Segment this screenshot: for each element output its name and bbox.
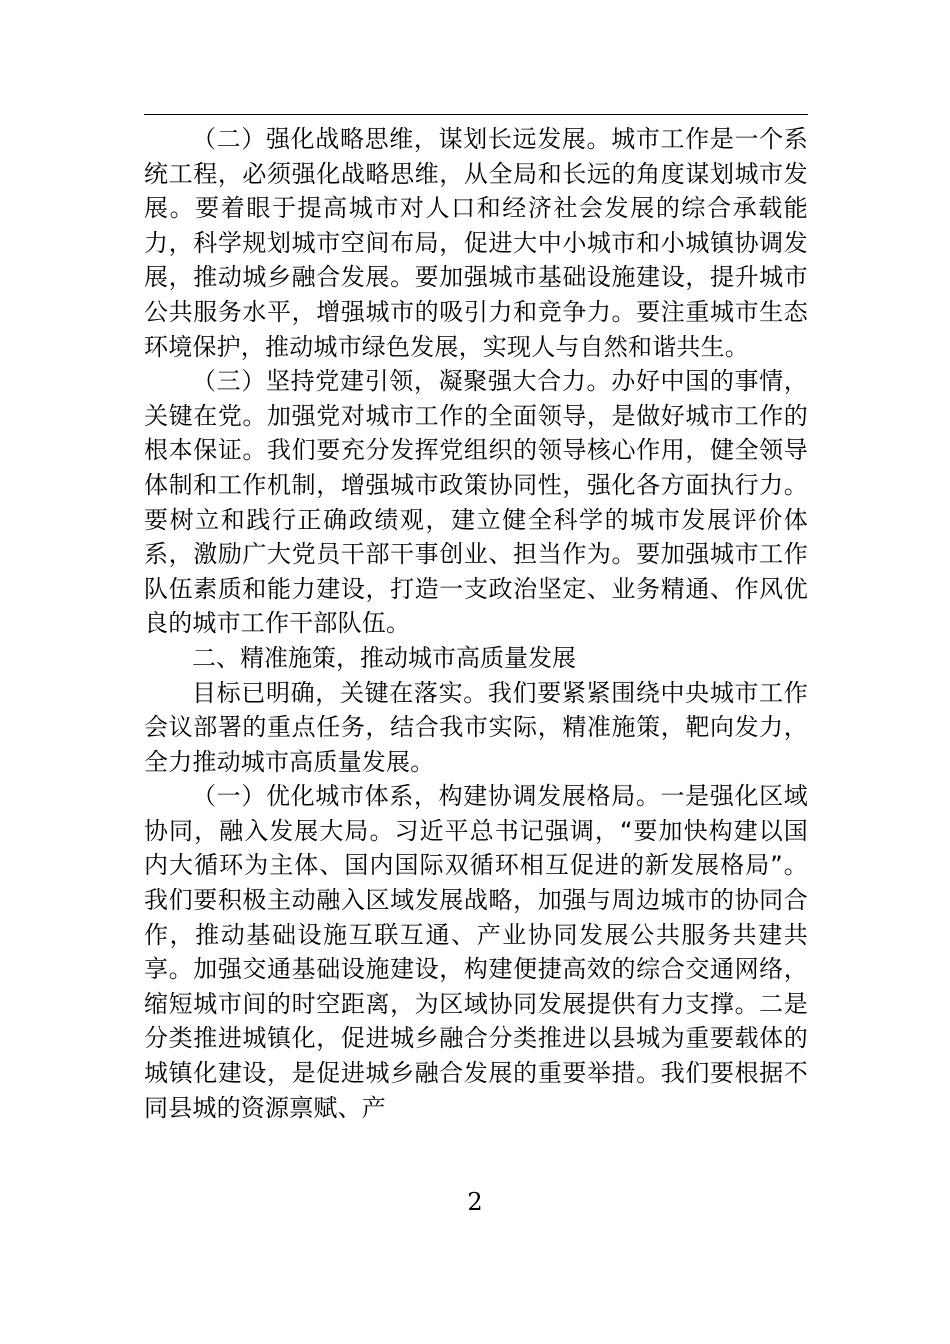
page-number: 2 (467, 1188, 483, 1216)
paragraph-party-leadership: （三）坚持党建引领，凝聚强大合力。办好中国的事情，关键在党。加强党对城市工作的全面领导，是做好城市工作的根本保证。我们要充分发挥党组织的领导核心作用，健全领导体制和工作机制，增强城市政策协同性，强化各方面执行力。要树立和践行正确政绩观，建立健全科学的城市发展评价体系，激励广大党员干部干事创业、担当作为。要加强城市工作队伍素质和能力建设，打造一支政治坚定、业务精通、作风优良的城市工作干部队伍。 (144, 367, 808, 638)
paragraph-intro: 目标已明确，关键在落实。我们要紧紧围绕中央城市工作会议部署的重点任务，结合我市实际，精准施策，靶向发力，全力推动城市高质量发展。 (144, 678, 808, 776)
paragraph-strategic-thinking: （二）强化战略思维，谋划长远发展。城市工作是一个系统工程，必须强化战略思维，从全局和长远的角度谋划城市发展。要着眼于提高城市对人口和经济社会发展的综合承载能力，科学规划城市空间布局，促进大中小城市和小城镇协调发展，推动城乡融合发展。要加强城市基础设施建设，提升城市公共服务水平，增强城市的吸引力和竞争力。要注重城市生态环境保护，推动城市绿色发展，实现人与自然和谐共生。 (144, 125, 808, 361)
paragraph-optimize-city-system: （一）优化城市体系，构建协调发展格局。一是强化区域协同，融入发展大局。习近平总书记强调，“要加快构建以国内大循环为主体、国内国际双循环相互促进的新发展格局”。我们要积极主动融入区域发展战略，加强与周边城市的协同合作，推动基础设施互联互通、产业协同发展公共服务共建共享。加强交通基础设施建设，构建便捷高效的综合交通网络，缩短城市间的时空距离，为区域协同发展提供有力支撑。二是分类推进城镇化，促进城乡融合分类推进以县城为重要载体的城镇化建设，是促进城乡融合发展的重要举措。我们要根据不同县城的资源禀赋、产 (144, 782, 808, 1122)
header-rule (144, 114, 808, 115)
body-text (144, 122, 808, 1125)
section-heading: 二、精准施策，推动城市高质量发展 (192, 643, 576, 672)
